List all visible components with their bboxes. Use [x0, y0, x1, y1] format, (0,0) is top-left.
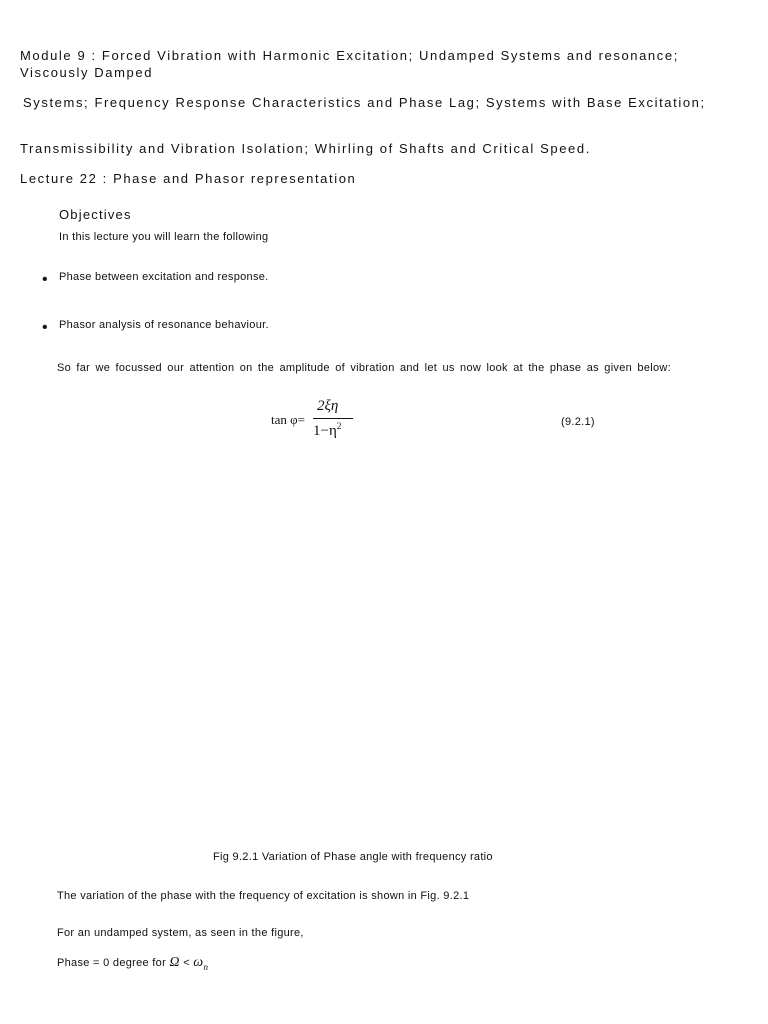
fraction-bar — [313, 418, 353, 419]
module-title-line-2: Systems; Frequency Response Characteristics and Phase Lag; Systems with Base Excitation; — [23, 95, 706, 110]
undamped-text: For an undamped system, as seen in the figure, — [57, 927, 304, 939]
phase-equation — [271, 398, 371, 446]
bullet-icon: • — [42, 319, 48, 336]
equation-number: (9.2.1) — [561, 416, 595, 428]
objectives-heading: Objectives — [59, 207, 132, 222]
equation-lhs: tan φ= — [271, 412, 305, 427]
variation-text: The variation of the phase with the frequency of excitation is shown in Fig. 9.2.1 — [57, 890, 470, 902]
equation-denominator: $1-\eta^2$ — [313, 421, 342, 439]
intro-paragraph: So far we focussed our attention on the amplitude of vibration and let us now look at the phase as given below: — [57, 362, 672, 374]
module-title-line-1: Module 9 : Forced Vibration with Harmonic Excitation; Undamped Systems and resonance; Viscously Damped — [20, 48, 679, 80]
equation-numerator: 2ξη — [317, 398, 339, 414]
figure-caption: Fig 9.2.1 Variation of Phase angle with frequency ratio — [213, 851, 493, 863]
bullet-icon: • — [42, 271, 48, 288]
omega-n-symbol: $\omega_n$ — [193, 955, 209, 972]
omega-symbol: Ω — [169, 955, 180, 970]
lecture-title: Lecture 22 : Phase and Phasor representation — [20, 171, 357, 186]
phase-condition: Phase = 0 degree for $\Omega < \omega_n$ — [57, 955, 209, 972]
module-title-line-3: Transmissibility and Vibration Isolation; Whirling of Shafts and Critical Speed. — [20, 141, 591, 156]
objective-item-phase: Phase between excitation and response. — [59, 271, 269, 283]
objectives-intro: In this lecture you will learn the following — [59, 231, 269, 243]
objective-item-phasor: Phasor analysis of resonance behaviour. — [59, 319, 269, 331]
